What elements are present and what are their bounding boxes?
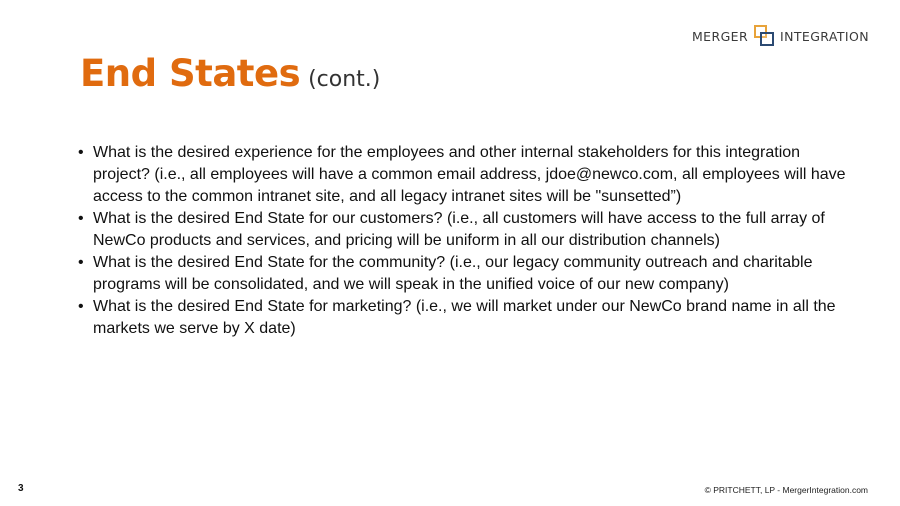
bullet-icon: • (78, 298, 84, 315)
bullet-item (78, 208, 858, 252)
bullet-icon: • (78, 144, 84, 161)
bullet-item (78, 252, 858, 296)
bullet-item (78, 296, 858, 340)
title-row (80, 52, 380, 95)
merger-integration-logo (692, 25, 869, 47)
bullet-text: What is the desired experience for the employees and other internal stakeholders for this integration project? (i.e., all employees will have a common email address, jdoe@newco.com, all employees will have access to the common intranet site, and all legacy intranet sites will be "sunsetted”) (93, 144, 846, 205)
bullet-list (78, 142, 858, 340)
slide-subtitle: (cont.) (308, 67, 381, 92)
logo-text-integration: INTEGRATION (780, 28, 869, 44)
bullet-item (78, 142, 858, 208)
logo-squares-icon (752, 25, 776, 47)
slide-title: End States (80, 52, 301, 95)
footer-copyright: © PRITCHETT, LP - MergerIntegration.com (704, 485, 868, 495)
bullet-icon: • (78, 210, 84, 227)
logo-text-merger: MERGER (692, 28, 749, 44)
bullet-text: What is the desired End State for our customers? (i.e., all customers will have access to the full array of NewCo products and services, and pricing will be uniform in all our distribution channels) (93, 210, 825, 249)
bullet-icon: • (78, 254, 84, 271)
bullet-text: What is the desired End State for marketing? (i.e., we will market under our NewCo brand name in all the markets we serve by X date) (93, 298, 836, 337)
page-number: 3 (18, 483, 24, 494)
bullet-text: What is the desired End State for the community? (i.e., our legacy community outreach and charitable programs will be consolidated, and we will speak in the unified voice of our new company) (93, 254, 813, 293)
logo-navy-square (760, 32, 774, 46)
